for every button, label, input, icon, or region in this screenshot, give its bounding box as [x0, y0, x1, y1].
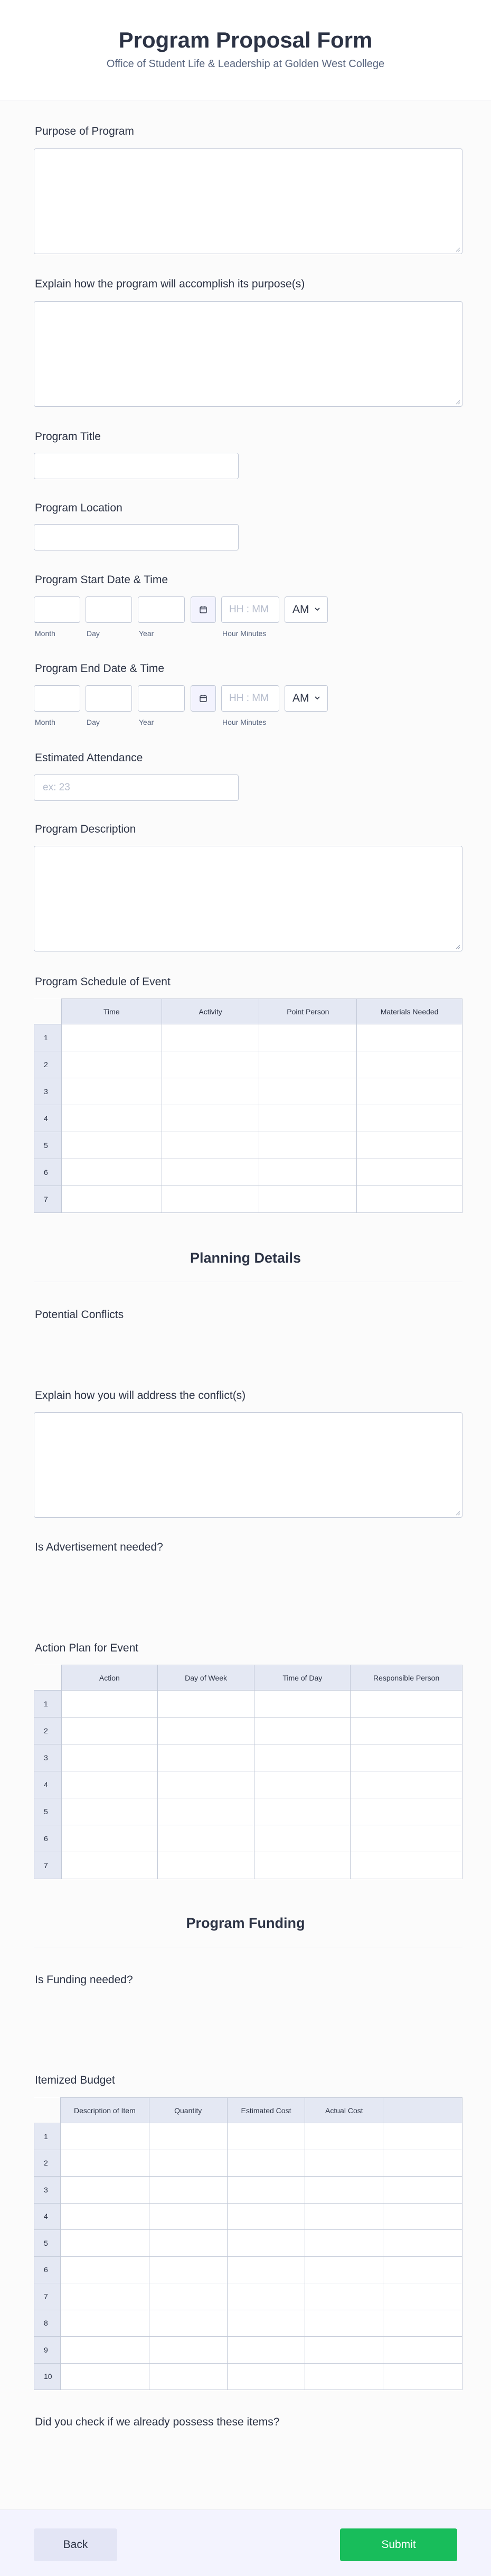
table-cell[interactable] — [61, 1691, 157, 1718]
accomplish-label: Explain how the program will accomplish its purpose(s) — [35, 278, 305, 290]
table-cell[interactable] — [149, 2230, 227, 2257]
end-month-sublabel: Month — [35, 718, 55, 726]
table-row — [34, 1132, 462, 1159]
end-day-input[interactable] — [86, 685, 132, 712]
program-title-input[interactable] — [34, 453, 239, 479]
table-cell[interactable] — [227, 2177, 305, 2204]
table-cell[interactable] — [61, 1105, 162, 1132]
end-year-input[interactable] — [138, 685, 185, 712]
chevron-down-icon — [314, 694, 321, 702]
column-header: Activity — [162, 999, 259, 1024]
table-cell[interactable] — [305, 2283, 383, 2310]
column-header: Time of Day — [254, 1665, 351, 1691]
table-cell[interactable] — [227, 2363, 305, 2390]
program-title-label: Program Title — [35, 431, 101, 443]
row-number: 5 — [34, 1798, 62, 1825]
back-button[interactable]: Back — [34, 2528, 117, 2561]
table-cell[interactable] — [149, 2203, 227, 2230]
table-cell[interactable] — [259, 1024, 357, 1051]
table-cell[interactable] — [351, 1852, 462, 1879]
column-header — [383, 2098, 462, 2123]
table-cell[interactable] — [383, 2123, 462, 2150]
planning-section-title: Planning Details — [190, 1250, 301, 1266]
start-ampm-select[interactable] — [285, 596, 328, 623]
page-title: Program Proposal Form — [118, 27, 373, 52]
end-day-sublabel: Day — [87, 718, 100, 726]
row-number: 9 — [34, 2337, 61, 2364]
action-plan-table — [34, 1665, 462, 1879]
table-cell[interactable] — [162, 1159, 259, 1186]
table-cell[interactable] — [305, 2310, 383, 2337]
start-calendar-button[interactable] — [191, 596, 216, 623]
row-number: 3 — [34, 1078, 62, 1105]
end-year-sublabel: Year — [139, 718, 154, 726]
table-cell[interactable] — [149, 2150, 227, 2177]
budget-label: Itemized Budget — [35, 2074, 115, 2086]
table-row — [34, 2310, 462, 2337]
table-cell[interactable] — [357, 1159, 462, 1186]
table-cell[interactable] — [357, 1105, 462, 1132]
table-corner — [34, 999, 62, 1024]
row-number: 10 — [34, 2363, 61, 2390]
row-number: 2 — [34, 1051, 62, 1078]
row-number: 6 — [34, 2256, 61, 2283]
table-cell[interactable] — [60, 2230, 149, 2257]
start-time-sublabel: Hour Minutes — [222, 629, 267, 638]
table-cell[interactable] — [305, 2177, 383, 2204]
table-cell[interactable] — [157, 1825, 254, 1852]
table-cell[interactable] — [383, 2150, 462, 2177]
table-cell[interactable] — [157, 1744, 254, 1771]
row-number: 6 — [34, 1159, 62, 1186]
table-cell[interactable] — [157, 1691, 254, 1718]
table-cell[interactable] — [383, 2177, 462, 2204]
table-cell[interactable] — [60, 2123, 149, 2150]
table-cell[interactable] — [149, 2310, 227, 2337]
table-cell[interactable] — [60, 2310, 149, 2337]
table-cell[interactable] — [61, 1186, 162, 1213]
table-row — [34, 2283, 462, 2310]
calendar-icon — [199, 694, 207, 703]
table-row — [34, 1691, 462, 1718]
table-cell[interactable] — [259, 1105, 357, 1132]
table-row — [34, 1078, 462, 1105]
table-cell[interactable] — [60, 2256, 149, 2283]
table-cell[interactable] — [254, 1691, 351, 1718]
table-cell[interactable] — [60, 2203, 149, 2230]
table-cell[interactable] — [162, 1024, 259, 1051]
table-cell[interactable] — [157, 1718, 254, 1744]
purpose-label: Purpose of Program — [35, 125, 134, 137]
row-number: 2 — [34, 2150, 61, 2177]
table-cell[interactable] — [162, 1132, 259, 1159]
possess-items-label: Did you check if we already possess these items? — [35, 2416, 280, 2428]
table-row — [34, 1186, 462, 1213]
row-number: 3 — [34, 2177, 61, 2204]
table-row — [34, 1744, 462, 1771]
chevron-down-icon — [314, 605, 321, 613]
table-cell[interactable] — [162, 1051, 259, 1078]
table-cell[interactable] — [61, 1132, 162, 1159]
table-cell[interactable] — [259, 1159, 357, 1186]
table-cell[interactable] — [383, 2256, 462, 2283]
table-cell[interactable] — [357, 1051, 462, 1078]
schedule-label: Program Schedule of Event — [35, 976, 171, 988]
table-cell[interactable] — [60, 2150, 149, 2177]
table-row — [34, 2150, 462, 2177]
end-time-input[interactable]: HH : MM — [221, 685, 279, 712]
table-cell[interactable] — [254, 1825, 351, 1852]
table-row — [34, 1051, 462, 1078]
column-header: Responsible Person — [351, 1665, 462, 1691]
table-cell[interactable] — [157, 1798, 254, 1825]
attendance-input[interactable]: ex: 23 — [34, 774, 239, 801]
table-row — [34, 2203, 462, 2230]
funding-section-title: Program Funding — [186, 1915, 305, 1931]
table-row — [34, 1718, 462, 1744]
column-header: Actual Cost — [305, 2098, 383, 2123]
row-number: 7 — [34, 2283, 61, 2310]
table-cell[interactable] — [351, 1744, 462, 1771]
table-cell[interactable] — [149, 2337, 227, 2364]
column-header: Estimated Cost — [227, 2098, 305, 2123]
table-cell[interactable] — [60, 2283, 149, 2310]
table-cell[interactable] — [61, 1798, 157, 1825]
table-cell[interactable] — [357, 1132, 462, 1159]
table-cell[interactable] — [357, 1024, 462, 1051]
table-row — [34, 2123, 462, 2150]
row-number: 3 — [34, 1744, 62, 1771]
end-calendar-button[interactable] — [191, 685, 216, 712]
table-cell[interactable] — [357, 1078, 462, 1105]
end-ampm-value: AM — [292, 692, 309, 704]
table-cell[interactable] — [227, 2150, 305, 2177]
end-time-sublabel: Hour Minutes — [222, 718, 267, 726]
column-header: Materials Needed — [357, 999, 462, 1024]
row-number: 5 — [34, 2230, 61, 2257]
description-label: Program Description — [35, 823, 136, 835]
column-header: Time — [61, 999, 162, 1024]
table-cell[interactable] — [162, 1105, 259, 1132]
table-row — [34, 1825, 462, 1852]
table-cell[interactable] — [61, 1825, 157, 1852]
table-cell[interactable] — [227, 2310, 305, 2337]
start-time-input[interactable]: HH : MM — [221, 596, 279, 623]
row-number: 4 — [34, 1771, 62, 1798]
submit-button[interactable]: Submit — [340, 2528, 457, 2561]
column-header: Action — [61, 1665, 157, 1691]
funding-needed-label: Is Funding needed? — [35, 1974, 133, 1986]
table-cell[interactable] — [227, 2256, 305, 2283]
page-subtitle: Office of Student Life & Leadership at Golden West College — [106, 58, 385, 70]
column-header: Day of Week — [157, 1665, 254, 1691]
start-year-input[interactable] — [138, 596, 185, 623]
resize-grip-icon — [455, 399, 460, 405]
table-row — [34, 2230, 462, 2257]
end-month-input[interactable] — [34, 685, 80, 712]
table-cell[interactable] — [351, 1691, 462, 1718]
schedule-table — [34, 998, 462, 1213]
address-conflicts-label: Explain how you will address the conflict(s) — [35, 1389, 246, 1402]
table-cell[interactable] — [254, 1744, 351, 1771]
table-cell[interactable] — [259, 1051, 357, 1078]
table-row — [34, 1852, 462, 1879]
table-cell[interactable] — [305, 2256, 383, 2283]
row-number: 4 — [34, 2203, 61, 2230]
table-cell[interactable] — [227, 2203, 305, 2230]
table-cell[interactable] — [61, 1051, 162, 1078]
resize-grip-icon — [455, 944, 460, 949]
table-cell[interactable] — [61, 1852, 157, 1879]
table-row — [34, 2363, 462, 2390]
table-cell[interactable] — [351, 1771, 462, 1798]
table-cell[interactable] — [149, 2283, 227, 2310]
row-number: 7 — [34, 1852, 62, 1879]
end-ampm-select[interactable] — [285, 685, 328, 712]
row-number: 7 — [34, 1186, 62, 1213]
table-cell[interactable] — [254, 1798, 351, 1825]
table-corner — [34, 1665, 62, 1691]
row-number: 4 — [34, 1105, 62, 1132]
table-cell[interactable] — [305, 2337, 383, 2364]
table-cell[interactable] — [149, 2123, 227, 2150]
table-cell[interactable] — [60, 2337, 149, 2364]
table-cell[interactable] — [305, 2203, 383, 2230]
program-location-label: Program Location — [35, 502, 122, 514]
row-number: 1 — [34, 1024, 62, 1051]
table-cell[interactable] — [61, 1159, 162, 1186]
table-cell[interactable] — [305, 2150, 383, 2177]
table-cell[interactable] — [305, 2363, 383, 2390]
column-header: Description of Item — [60, 2098, 149, 2123]
table-row — [34, 2256, 462, 2283]
attendance-label: Estimated Attendance — [35, 752, 143, 764]
accomplish-textarea[interactable] — [34, 301, 462, 407]
table-cell[interactable] — [383, 2230, 462, 2257]
table-cell[interactable] — [149, 2177, 227, 2204]
conflicts-label: Potential Conflicts — [35, 1309, 124, 1321]
start-day-input[interactable] — [86, 596, 132, 623]
start-month-input[interactable] — [34, 596, 80, 623]
row-number: 8 — [34, 2310, 61, 2337]
table-cell[interactable] — [227, 2123, 305, 2150]
table-row — [34, 1024, 462, 1051]
table-cell[interactable] — [60, 2177, 149, 2204]
start-ampm-value: AM — [292, 603, 309, 615]
row-number: 1 — [34, 2123, 61, 2150]
table-row — [34, 1159, 462, 1186]
table-cell[interactable] — [254, 1852, 351, 1879]
address-conflicts-textarea[interactable] — [34, 1412, 462, 1518]
table-cell[interactable] — [383, 2203, 462, 2230]
table-cell[interactable] — [61, 1078, 162, 1105]
start-month-sublabel: Month — [35, 629, 55, 638]
table-cell[interactable] — [254, 1718, 351, 1744]
table-cell[interactable] — [162, 1078, 259, 1105]
table-cell[interactable] — [157, 1771, 254, 1798]
budget-table — [34, 2097, 462, 2390]
program-location-input[interactable] — [34, 524, 239, 550]
action-plan-label: Action Plan for Event — [35, 1642, 139, 1654]
table-cell[interactable] — [227, 2230, 305, 2257]
table-cell[interactable] — [351, 1798, 462, 1825]
table-cell[interactable] — [259, 1132, 357, 1159]
table-cell[interactable] — [254, 1771, 351, 1798]
end-datetime-label: Program End Date & Time — [35, 662, 165, 675]
start-year-sublabel: Year — [139, 629, 154, 638]
table-cell[interactable] — [383, 2337, 462, 2364]
description-textarea[interactable] — [34, 846, 462, 951]
row-number: 2 — [34, 1718, 62, 1744]
table-cell[interactable] — [149, 2256, 227, 2283]
column-header: Quantity — [149, 2098, 227, 2123]
table-cell[interactable] — [259, 1186, 357, 1213]
calendar-icon — [199, 605, 207, 614]
table-cell[interactable] — [61, 1744, 157, 1771]
row-number: 6 — [34, 1825, 62, 1852]
start-day-sublabel: Day — [87, 629, 100, 638]
table-cell[interactable] — [259, 1078, 357, 1105]
table-row — [34, 2177, 462, 2204]
column-header: Point Person — [259, 999, 357, 1024]
table-cell[interactable] — [305, 2123, 383, 2150]
resize-grip-icon — [455, 1510, 460, 1516]
table-row — [34, 1798, 462, 1825]
advertisement-label: Is Advertisement needed? — [35, 1541, 163, 1553]
table-cell[interactable] — [383, 2310, 462, 2337]
table-corner — [34, 2098, 61, 2123]
purpose-textarea[interactable] — [34, 148, 462, 254]
resize-grip-icon — [455, 247, 460, 252]
table-cell[interactable] — [60, 2363, 149, 2390]
table-cell[interactable] — [305, 2230, 383, 2257]
table-cell[interactable] — [227, 2283, 305, 2310]
table-cell[interactable] — [383, 2283, 462, 2310]
start-datetime-label: Program Start Date & Time — [35, 574, 168, 586]
row-number: 1 — [34, 1691, 62, 1718]
table-row — [34, 2337, 462, 2364]
table-cell[interactable] — [61, 1024, 162, 1051]
table-cell[interactable] — [61, 1771, 157, 1798]
table-row — [34, 1771, 462, 1798]
row-number: 5 — [34, 1132, 62, 1159]
table-cell[interactable] — [157, 1852, 254, 1879]
table-cell[interactable] — [227, 2337, 305, 2364]
table-cell[interactable] — [383, 2363, 462, 2390]
table-row — [34, 1105, 462, 1132]
table-cell[interactable] — [357, 1186, 462, 1213]
table-cell[interactable] — [162, 1186, 259, 1213]
table-cell[interactable] — [149, 2363, 227, 2390]
table-cell[interactable] — [61, 1718, 157, 1744]
table-cell[interactable] — [351, 1718, 462, 1744]
table-cell[interactable] — [351, 1825, 462, 1852]
